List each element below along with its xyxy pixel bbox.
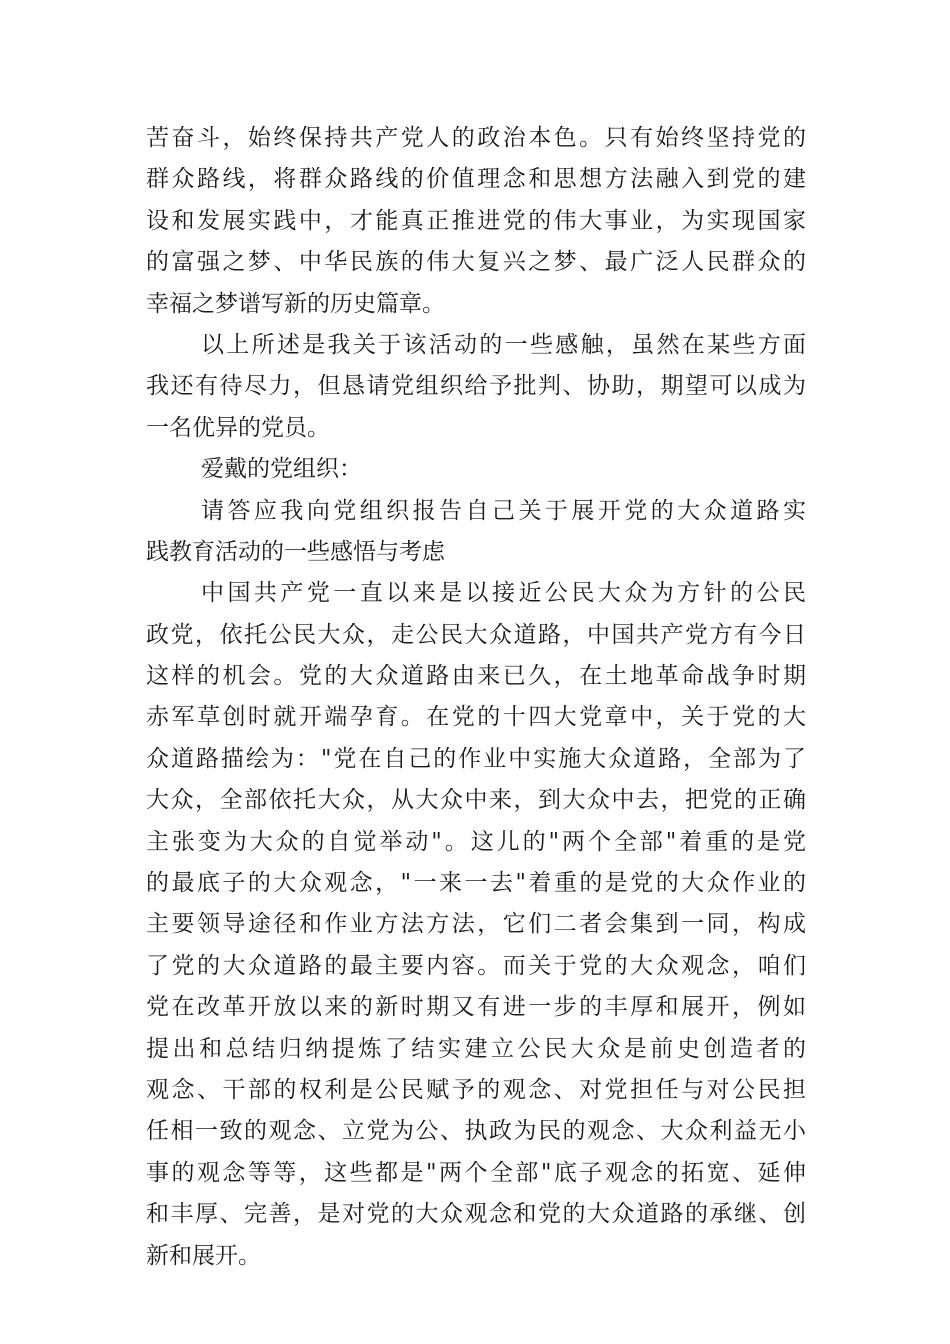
text-line: 一名优异的党员。 — [146, 414, 330, 441]
document-body — [146, 118, 806, 1277]
text-line: 观念、干部的权利是公民赋予的观念、对党担任与对公民担 — [146, 1076, 806, 1103]
text-line: 设和发展实践中，才能真正推进党的伟大事业，为实现国家 — [146, 207, 806, 234]
text-line: 的富强之梦、中华民族的伟大复兴之梦、最广泛人民群众的 — [146, 249, 806, 276]
text-line: 群众路线，将群众路线的价值理念和思想方法融入到党的建 — [146, 166, 806, 193]
text-line: 的最底子的大众观念，"一来一去"着重的是党的大众作业的 — [146, 870, 806, 897]
text-line: 众道路描绘为："党在自己的作业中实施大众道路，全部为了 — [146, 745, 806, 772]
text-line: 赤军草创时就开端孕育。在党的十四大党章中，关于党的大 — [146, 704, 806, 731]
text-line: 新和展开。 — [146, 1242, 261, 1269]
text-line: 和丰厚、完善，是对党的大众观念和党的大众道路的承继、创 — [146, 1201, 806, 1228]
text-line: 苦奋斗，始终保持共产党人的政治本色。只有始终坚持党的 — [146, 125, 806, 151]
text-line: 幸福之梦谱写新的历史篇章。 — [146, 290, 445, 317]
text-line: 这样的机会。党的大众道路由来已久，在土地革命战争时期 — [146, 663, 806, 690]
text-line: 任相一致的观念、立党为公、执政为民的观念、大众利益无小 — [146, 1118, 806, 1145]
text-line: 政党，依托公民大众，走公民大众道路，中国共产党方有今日 — [146, 621, 806, 648]
text-line: 践教育活动的一些感悟与考虑 — [146, 538, 445, 565]
text-line: 主张变为大众的自觉举动"。这儿的"两个全部"着重的是党 — [146, 828, 806, 855]
text-line: 以上所述是我关于该活动的一些感触，虽然在某些方面 — [201, 331, 806, 358]
text-line: 主要领导途径和作业方法方法，它们二者会集到一同，构成 — [146, 911, 806, 938]
text-line: 事的观念等等，这些都是"两个全部"底子观念的拓宽、延伸 — [146, 1159, 806, 1186]
text-line: 爱戴的党组织： — [201, 456, 362, 483]
text-line: 我还有待尽力，但恳请党组织给予批判、协助，期望可以成为 — [146, 373, 806, 400]
text-line: 大众，全部依托大众，从大众中来，到大众中去，把党的正确 — [146, 787, 806, 814]
text-line: 请答应我向党组织报告自己关于展开党的大众道路实 — [201, 497, 806, 524]
text-line: 提出和总结归纳提炼了结实建立公民大众是前史创造者的 — [146, 1035, 806, 1062]
text-line: 中国共产党一直以来是以接近公民大众为方针的公民 — [201, 580, 806, 607]
text-line: 了党的大众道路的最主要内容。而关于党的大众观念，咱们 — [146, 952, 806, 979]
text-line: 党在改革开放以来的新时期又有进一步的丰厚和展开，例如 — [146, 994, 806, 1021]
